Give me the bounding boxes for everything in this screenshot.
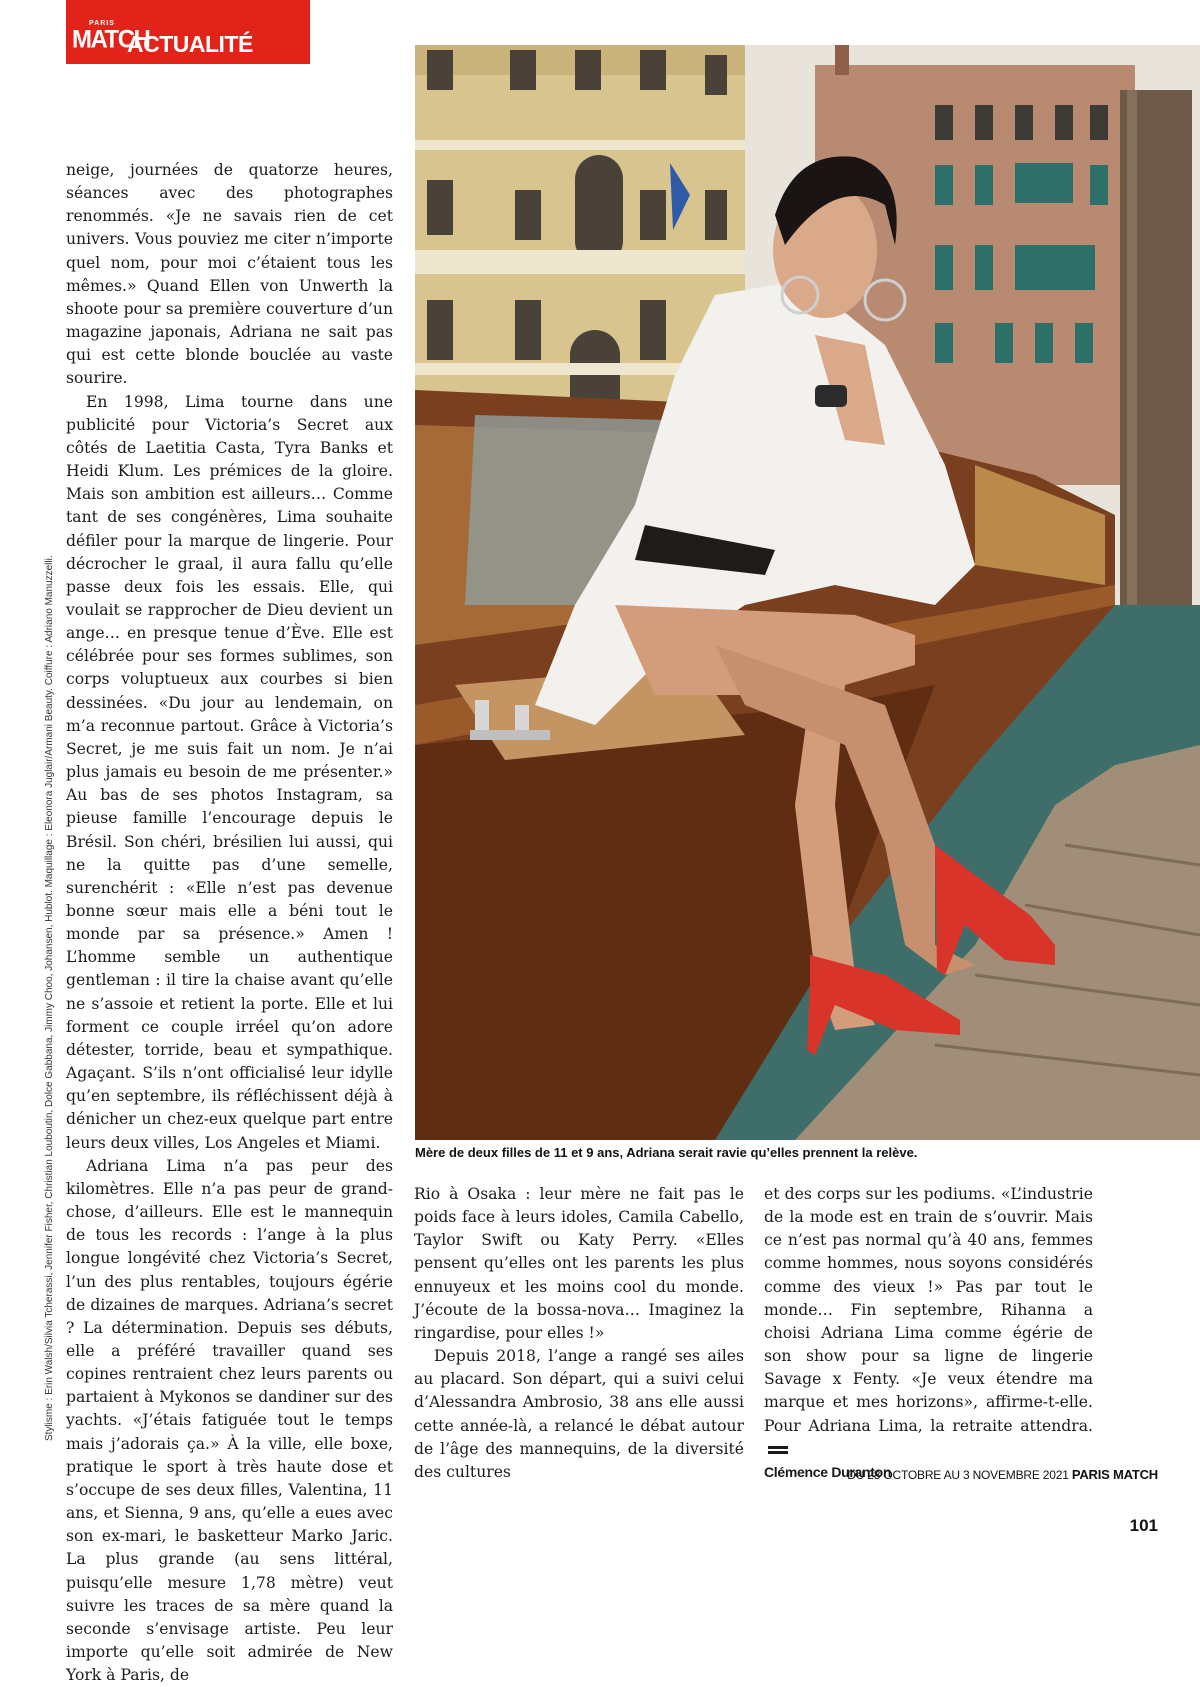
photo-credits: Stylisme : Erin Walsh/Silvia Tcherassi, Jennifer Fisher, Christian Louboutin, Dolce Gabbana, Jimmy Choo, Johansen, Hublot. Maquillage : Eleonora Juglair/Armani Beauty. Coiffure : Adriano Manuzzelli. — [44, 555, 55, 1441]
section-title: ACTUALITÉ — [127, 31, 253, 57]
article-paragraph — [764, 1183, 1093, 1461]
article-paragraph: Rio à Osaka : leur mère ne fait pas le poids face à leurs idoles, Camila Cabello, Taylor Swift ou Katy Perry. «Elles pensent qu’elles ont les parents les plus ennuyeux et les moins cool du monde. J’écoute de la bossa-nova… Imaginez la ringardise, pour elles !» — [414, 1185, 744, 1342]
article-paragraph: En 1998, Lima tourne dans une publicité pour Victoria’s Secret aux côtés de Laetitia Casta, Tyra Banks et Heidi Klum. Les prémices de la gloire. Mais son ambition est ailleurs… Comme tant de ses congénères, Lima souhaite défiler pour la marque de lingerie. Pour décrocher le graal, il aura fallu qu’elle passe deux fois les essais. Elle, qui voulait se rapprocher de Dieu devient un ange… en presque tenue d’Ève. Elle est célébrée pour ses formes sublimes, son corps voluptueux aux courbes si bien dessinées. «Du jour au lendemain, on m’a reconnue partout. Grâce à Victoria’s Secret, je me suis fait un nom. Je n’ai plus jamais eu besoin de me présenter.» Au bas de ses photos Instagram, sa pieuse famille l’encourage depuis le Brésil. Son chéri, brésilien lui aussi, qui ne la quitte pas d’une semelle, surenchérit : «Elle n’est pas devenue bonne sœur mais elle a béni tout le monde par sa présence.» Amen ! L’homme semble un authentique gentleman : il tire la chaise avant qu’elle ne s’assoie et retient la porte. Elle et lui forment ce couple irréel qu’on adore détester, torride, beau et sympathique. Agaçant. S’ils n’ont officialisé leur idylle qu’en septembre, ils réfléchissent déjà à dénicher un chez-eux quelque part entre leurs deux villes, Los Angeles et Miami. — [66, 392, 393, 1152]
article-paragraph-text: et des corps sur les podiums. «L’industrie de la mode est en train de s’ouvrir. Mais ce n’est pas normal qu’à 40 ans, femmes comme hommes, nous soyons considérés comme des vieux !» Pas par tout le monde… Fin septembre, Rihanna a choisi Adriana Lima comme égérie de son show pour sa ligne de lingerie Savage x Fenty. «Je veux étendre ma marque et mes horizons», affirme-t-elle. Pour Adriana Lima, la retraite attendra. — [764, 1185, 1093, 1435]
article-column-1 — [66, 159, 393, 1687]
author-signature: Clémence Duranton — [764, 1463, 892, 1480]
photo-caption: Mère de deux filles de 11 et 9 ans, Adriana serait ravie qu’elles prennent la relève. — [415, 1145, 918, 1160]
logo-paris-text: PARIS — [89, 20, 115, 27]
section-header — [66, 0, 310, 64]
adriana-lima-photo — [415, 45, 1200, 1140]
end-of-article-icon — [768, 1446, 788, 1454]
article-paragraph: Depuis 2018, l’ange a rangé ses ailes au placard. Son départ, qui a suivi celui d’Alessandra Ambrosio, 38 ans elle aussi cette année-là, a relancé le débat autour de l’âge des mannequins, de la diversité des cultures — [414, 1347, 744, 1481]
magazine-name: PARIS MATCH — [1071, 1467, 1158, 1482]
article-column-2 — [414, 1183, 744, 1484]
article-paragraph: Adriana Lima n’a pas peur des kilomètres. Elle n’a pas peur de grand-chose, d’ailleurs. Elle est le mannequin de tous les records : l’ange à la plus longue longévité chez Victoria’s Secret, l’un des plus rentables, toujours égérie de dizaines de marques. Adriana’s secret ? La détermination. Depuis ses débuts, elle a préféré travailler quand ses copines rentraient chez leurs parents ou partaient à Mykonos se dandiner sur des yachts. «J’étais fatiguée tout le temps mais j’adorais ça.» À la ville, elle boxe, pratique le sport à très haute dose et s’occupe de ses deux filles, Valentina, 11 ans, et Sienna, 9 ans, qu’elle a eues avec son ex-mari, le basketteur Marko Jaric. La plus grande (au sens littéral, puisqu’elle mesure 1,78 mètre) veut suivre les traces de sa mère quand la seconde s’envisage artiste. Peu leur importe qu’elle soit admirée de New York à Paris, de — [66, 1156, 393, 1685]
article-column-3 — [764, 1183, 1093, 1484]
article-paragraph: neige, journées de quatorze heures, séances avec des photographes renommés. «Je ne savais rien de cet univers. Vous pouviez me citer n’importe quel nom, pour moi c’étaient tous les mêmes.» Quand Ellen von Unwerth la shoote pour sa première couverture d’un magazine japonais, Adriana ne sait pas qui est cette blonde bouclée au vaste sourire. — [66, 161, 393, 388]
logo-match-text: MATCH — [72, 25, 150, 54]
photo-illustration — [415, 45, 1200, 1140]
page-number: 101 — [1129, 1516, 1158, 1535]
issue-dates: DU 28 OCTOBRE AU 3 NOVEMBRE 2021 — [847, 1468, 1069, 1482]
issue-dates-line — [847, 1467, 1158, 1482]
paris-match-logo — [72, 20, 150, 60]
